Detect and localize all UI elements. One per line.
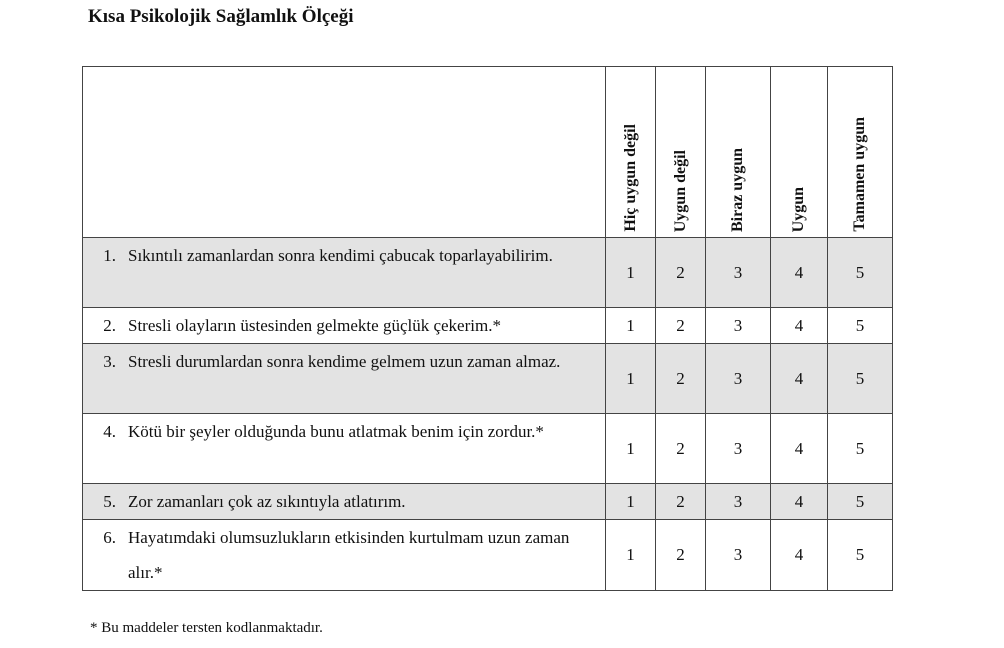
column-header-label: Biraz uygun bbox=[729, 147, 746, 232]
page-title: Kısa Psikolojik Sağlamlık Ölçeği bbox=[88, 6, 354, 27]
rating-cell: 5 bbox=[828, 238, 893, 308]
header-blank-cell bbox=[83, 67, 606, 238]
column-header-label: Uygun değil bbox=[671, 149, 689, 232]
item-text: Stresli durumlardan sonra kendime gelmem uzun zaman almaz. bbox=[128, 352, 561, 371]
rating-cell: 2 bbox=[656, 344, 706, 414]
item-text: Sıkıntılı zamanlardan sonra kendimi çabucak toparlayabilirim. bbox=[128, 246, 553, 265]
column-header bbox=[606, 67, 656, 238]
item-number: 4. bbox=[103, 422, 116, 441]
scale-table bbox=[82, 66, 893, 591]
item-cell bbox=[83, 344, 606, 414]
rating-cell: 3 bbox=[706, 520, 771, 591]
item-number: 1. bbox=[103, 246, 116, 265]
item-number: 6. bbox=[103, 528, 116, 547]
header-row bbox=[83, 67, 893, 238]
rating-cell: 5 bbox=[828, 414, 893, 484]
rating-cell: 2 bbox=[656, 520, 706, 591]
table-row bbox=[83, 238, 893, 308]
rating-cell: 2 bbox=[656, 308, 706, 344]
rating-cell: 5 bbox=[828, 484, 893, 520]
rating-cell: 2 bbox=[656, 484, 706, 520]
item-cell bbox=[83, 414, 606, 484]
column-header bbox=[706, 67, 771, 238]
rating-cell: 2 bbox=[656, 238, 706, 308]
table-row bbox=[83, 520, 893, 591]
column-header-label: Hiç uygun değil bbox=[621, 124, 639, 232]
rating-cell: 4 bbox=[771, 238, 828, 308]
rating-cell: 5 bbox=[828, 344, 893, 414]
rating-cell: 4 bbox=[771, 344, 828, 414]
rating-cell: 1 bbox=[606, 414, 656, 484]
rating-cell: 1 bbox=[606, 520, 656, 591]
table-row bbox=[83, 308, 893, 344]
column-header bbox=[656, 67, 706, 238]
rating-cell: 1 bbox=[606, 484, 656, 520]
table-row bbox=[83, 344, 893, 414]
rating-cell: 1 bbox=[606, 238, 656, 308]
item-text: Zor zamanları çok az sıkıntıyla atlatırım. bbox=[128, 492, 406, 511]
rating-cell: 4 bbox=[771, 484, 828, 520]
rating-cell: 2 bbox=[656, 414, 706, 484]
item-number: 3. bbox=[103, 352, 116, 371]
table-row bbox=[83, 484, 893, 520]
rating-cell: 3 bbox=[706, 308, 771, 344]
table-row bbox=[83, 414, 893, 484]
item-cell bbox=[83, 238, 606, 308]
item-text: Hayatımdaki olumsuzlukların etkisinden kurtulmam uzun zaman alır.* bbox=[128, 528, 570, 582]
rating-cell: 5 bbox=[828, 520, 893, 591]
item-cell bbox=[83, 520, 606, 591]
item-text: Kötü bir şeyler olduğunda bunu atlatmak benim için zordur.* bbox=[128, 422, 544, 441]
item-cell bbox=[83, 484, 606, 520]
column-header bbox=[771, 67, 828, 238]
rating-cell: 3 bbox=[706, 414, 771, 484]
item-number: 5. bbox=[103, 492, 116, 511]
rating-cell: 4 bbox=[771, 520, 828, 591]
item-number: 2. bbox=[103, 316, 116, 335]
rating-cell: 4 bbox=[771, 308, 828, 344]
rating-cell: 4 bbox=[771, 414, 828, 484]
column-header-label: Uygun bbox=[790, 186, 807, 232]
rating-cell: 5 bbox=[828, 308, 893, 344]
rating-cell: 3 bbox=[706, 238, 771, 308]
item-text: Stresli olayların üstesinden gelmekte güçlük çekerim.* bbox=[128, 316, 501, 335]
item-cell bbox=[83, 308, 606, 344]
column-header-label: Tamamen uygun bbox=[851, 117, 868, 232]
rating-cell: 3 bbox=[706, 484, 771, 520]
footnote: * Bu maddeler tersten kodlanmaktadır. bbox=[90, 620, 323, 636]
column-header bbox=[828, 67, 893, 238]
rating-cell: 1 bbox=[606, 308, 656, 344]
rating-cell: 3 bbox=[706, 344, 771, 414]
rating-cell: 1 bbox=[606, 344, 656, 414]
